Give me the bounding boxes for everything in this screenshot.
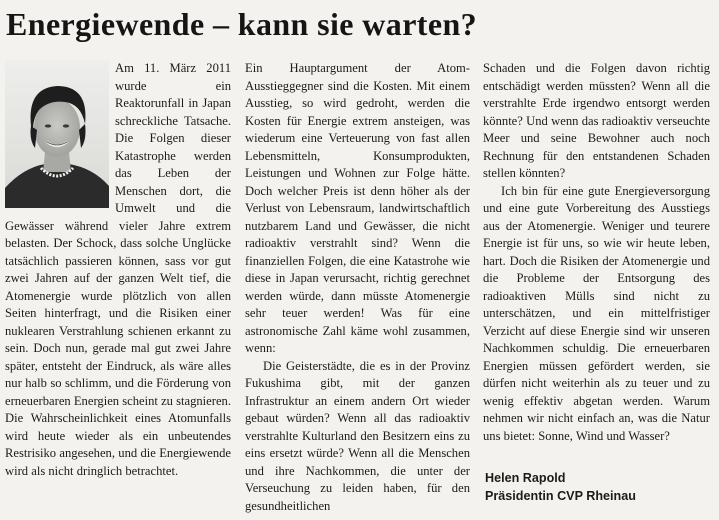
author-name: Helen Rapold: [485, 471, 566, 485]
column-3-paragraph-2: Ich bin für eine gute Energieversorgung und eine gute Vorbereitung des Ausstiegs aus der Atomenergie. Weniger und teurere Energie ist für uns, so wie wir heute leben, hart. Doch die Risiken der Atomenergie und die Probleme der Entsorgung des radioaktiven Mülls sind nicht zu unterschätzen, und ein mittelfristiger Verzicht auf diese Energie sind wir unseren Nachkommen schuldig. Die erneuerbaren Energien müssen gefördert werden, sie dürfen nicht weiterhin als zu teuer und zu wenig effektiv abgetan werden. Warum nehmen wir nicht einfach an, was die Natur uns bietet: Sonne, Wind und Wasser?: [483, 183, 710, 443]
woman-portrait-photo-icon: [5, 60, 109, 208]
column-2-paragraph-1: Ein Hauptargument der Atom-Ausstieggegner sind die Kosten. Mit einem Ausstieg, so wird gedroht, werden die Kosten für Energie extrem ansteigen, was wiederum eine Verteuerung von fast allen Lebensmitteln, Konsumprodukten, Leistungen und Wohnen zur Folge hätte. Doch welcher Preis ist denn höher als der Verlust von Lebensraum, landwirtschaftlich nutzbarem Land und Gewässer, die nicht radioaktiv verstrahlt sind? Wenn die finanziellen Folgen, die eine Katastrohe wie diese in Japan verursacht, richtig gerechnet werden würde, dann müsste Atomenergie sehr teuer werden! Was für eine astronomische Zahl käme wohl zusammen, wenn:: [245, 61, 470, 355]
author-portrait: [5, 60, 109, 208]
column-1: [5, 60, 231, 480]
author-role: Präsidentin CVP Rheinau: [485, 489, 636, 503]
author-signature: [483, 469, 710, 505]
column-1-paragraph-1: Am 11. März 2011 wurde ein Reaktorunfall in Japan schreckliche Tatsache. Die Folgen dieser Katastrophe werden das Leben der Menschen dort, die Umwelt und die Gewässer während vieler Jahre extrem belasten. Der Schock, dass solche Unglücke tatsächlich passieren können, sass vor gut zwei Jahren auf der ganzen Welt tief, die Atomenergie wurde plötzlich von allen Seiten hinterfragt, und die Risiken einer nuklearen Verstrahlung schienen erkannt zu sein. Doch nun, gerade mal gut zwei Jahre später, entsteht der Eindruck, als wäre alles nur halb so schlimm, und die Förderung von erneuerbaren Energien scheint zu stagnieren. Die Wahrscheinlichkeit eines Atomunfalls wird heute wieder als ein unbeutendes Restrisiko angesehen, und die Energiewende wird als nicht dringlich betrachtet.: [5, 61, 231, 478]
column-2-paragraph-2: Die Geisterstädte, die es in der Provinz Fukushima gibt, mit der ganzen Infrastruktur an einem andern Ort wieder gebaut würden? Wenn all das radioaktiv verstrahlte Kulturland den Besitzern eins zu eins ersetzt würde? Wenn all die Menschen und ihre Nachkommen, die unter der Verseuchung zu leiden haben, für den gesundheitlichen: [245, 358, 470, 513]
column-3: [483, 60, 710, 505]
column-3-paragraph-1: Schaden und die Folgen davon richtig entschädigt werden müssten? Wenn all die verstrahlte Erde irgendwo entsorgt werden könnte? Und wenn das radioaktiv verseuchte Meer und seine Bewohner auch noch Rechnung für den entstandenen Schaden stellen könnten?: [483, 61, 710, 180]
headline: Energiewende – kann sie warten?: [6, 6, 478, 42]
column-2: [245, 60, 470, 515]
